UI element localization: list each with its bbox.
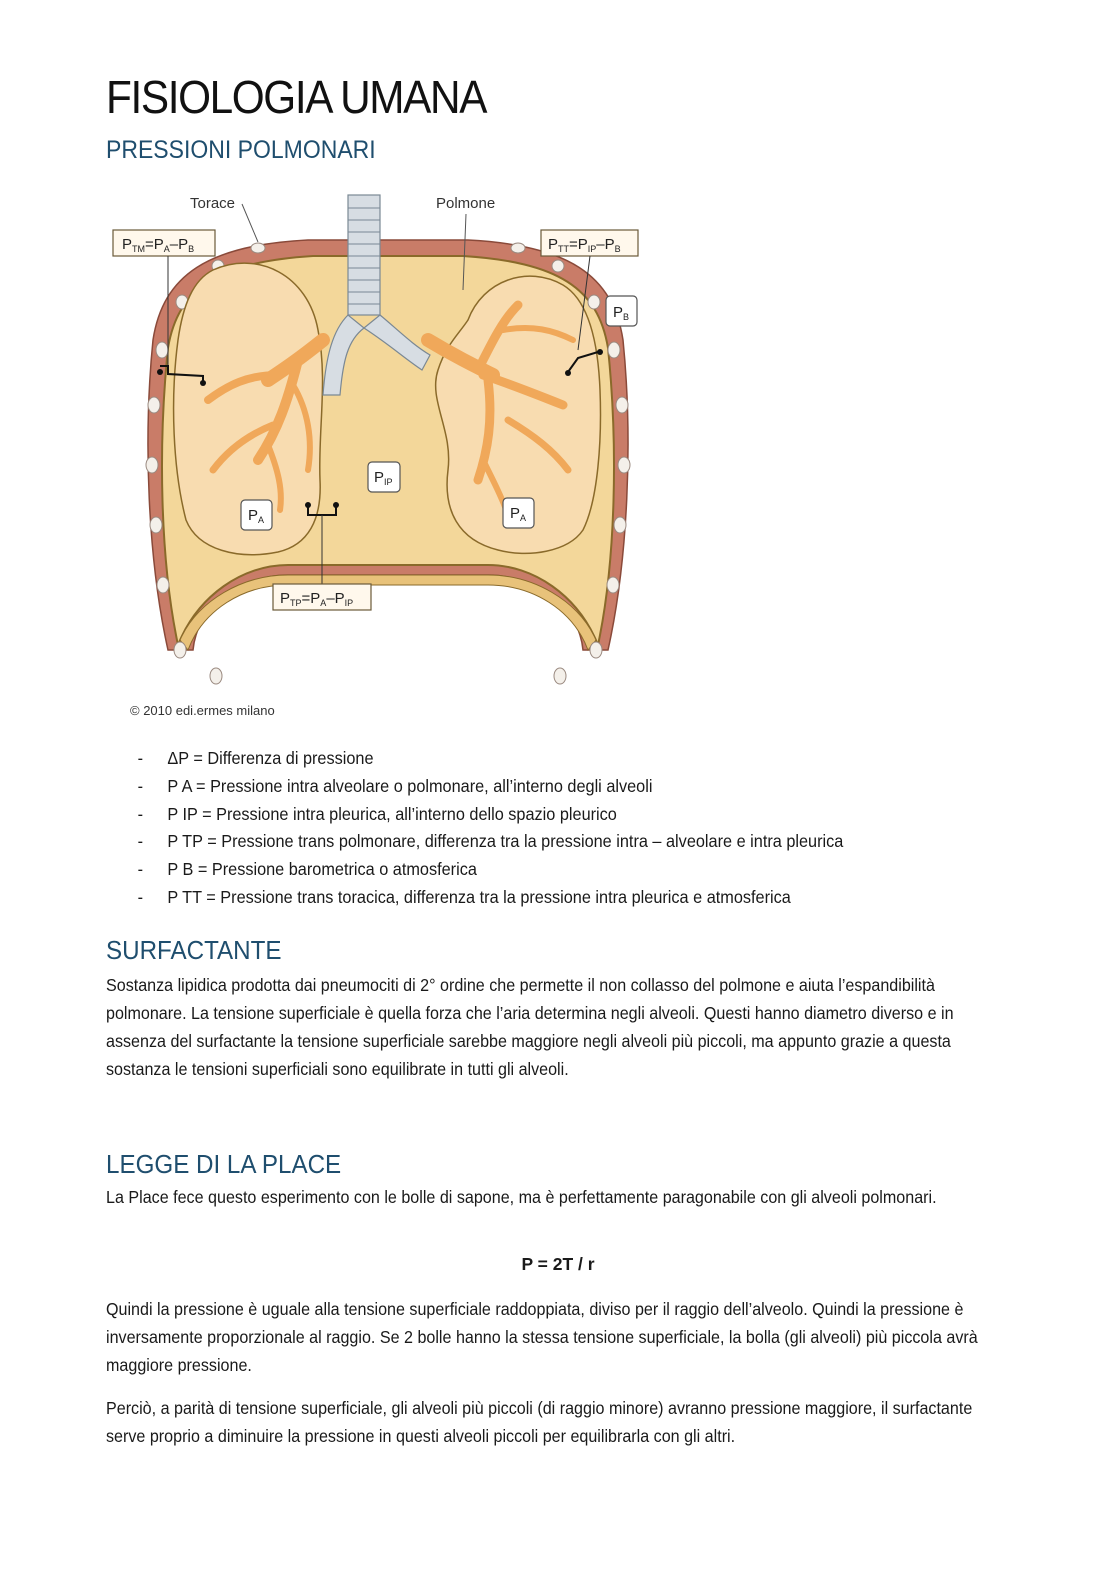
surfactante-heading: SURFACTANTE — [106, 935, 282, 965]
laplace-formula: P = 2T / r — [521, 1254, 595, 1274]
diaphragm — [180, 575, 596, 650]
list-item: - ΔP = Differenza di pressione — [106, 745, 943, 773]
list-item: - P B = Pressione barometrica o atmosferica — [106, 856, 943, 884]
laplace-heading: LEGGE DI LA PLACE — [106, 1149, 342, 1179]
svg-text:PTT=PIP–PB: $P_{TT}=P_{IP}-P_B$ — [548, 236, 621, 254]
laplace-intro: La Place fece questo esperimento con le bolle di sapone, ma è perfettamente paragonabile con gli alveoli polmonari. — [106, 1187, 937, 1207]
svg-text:PA: $P_A$ — [510, 505, 527, 523]
list-item: - P TP = Pressione trans polmonare, differenza tra la pressione intra – alveolare e intra pleurica — [106, 828, 943, 856]
figure-credit: © 2010 edi.ermes milano — [130, 703, 275, 718]
label-torace: Torace — [190, 195, 236, 212]
svg-text:PA: $P_A$ — [248, 507, 265, 525]
svg-text:PTM=PA–PB: $P_{TM}=P_A-P_B$ — [122, 236, 195, 254]
label-polmone: Polmone — [436, 195, 496, 212]
list-item: - P TT = Pressione trans toracica, differenza tra la pressione intra pleurica e atmosferica — [106, 884, 943, 912]
svg-text:PTP=PA–PIP: $P_{TP}=P_A-P_{IP}$ — [280, 590, 354, 608]
box-pb — [606, 296, 637, 326]
box-pa-right — [503, 498, 534, 528]
laplace-paragraph-2: Perciò, a parità di tensione superficiale, gli alveoli più piccoli (di raggio minore) avranno pressione maggiore, il surfactante serve proprio a diminuire la pressione in questi alveoli piccoli per equilibrarla con gli altri. — [106, 1398, 973, 1446]
surfactante-paragraph: Sostanza lipidica prodotta dai pneumociti di 2° ordine che permette il non collasso del polmone e aiuta l’espandibilità polmonare. La tensione superficiale è quella forza che l’aria determina negli alveoli. Questi hanno diametro diverso e in assenza del surfactante la tensione superficiale sarebbe maggiore negli alveoli più piccoli, ma appunto grazie a questa sostanza le tensioni superficiali sono equilibrate in tutti gli alveoli. — [106, 975, 954, 1079]
list-item: - P IP = Pressione intra pleurica, all’interno dello spazio pleurico — [106, 801, 943, 829]
lung-pressure-diagram — [108, 180, 668, 725]
list-item: - P A = Pressione intra alveolare o polmonare, all’interno degli alveoli — [106, 773, 943, 801]
box-pa-left — [241, 500, 272, 530]
page-title: FISIOLOGIA UMANA — [106, 71, 487, 123]
definition-list — [106, 745, 1006, 912]
box-pip — [368, 462, 400, 492]
laplace-paragraph-1: Quindi la pressione è uguale alla tensione superficiale raddoppiata, diviso per il raggio dell’alveolo. Quindi la pressione è inversamente proporzionale al raggio. Se 2 bolle hanno la stessa tensione superficiale, la bolla (gli alveoli) più piccola avrà maggiore pressione. — [106, 1299, 978, 1375]
page-subtitle: PRESSIONI POLMONARI — [106, 136, 376, 164]
svg-text:PB: $P_B$ — [613, 304, 630, 322]
svg-text:PIP: $P_{IP}$ — [374, 469, 393, 487]
